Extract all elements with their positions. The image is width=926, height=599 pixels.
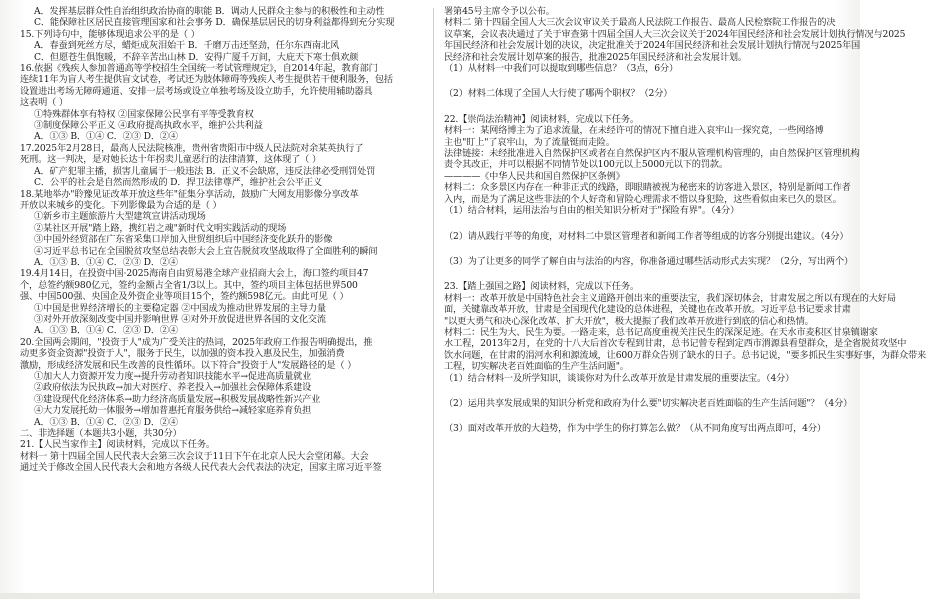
right-text-line: （1）结合材料，运用法治与自由的相关知识分析对于"探险有界"。（4分） xyxy=(444,205,740,217)
left-text-line: A．矿产犯罪主播，损害儿童属于一般违法 B．正义不会缺席，违反法律必受刑罚处罚 xyxy=(34,165,376,177)
right-text-line: （2）请从践行平等的角度，对材料二中景区管理者和新闻工作者等组成的访客分别提出建议。（4分） xyxy=(444,230,849,242)
answer-space xyxy=(444,217,852,231)
left-column xyxy=(20,6,425,596)
left-text-line: ①特殊群体享有特权 ②国家保障公民享有平等受教育权 xyxy=(34,108,254,120)
left-text-line: 材料一 第十四届全国人民代表大会第三次会议于11日下午在北京人民大会堂闭幕。大会 xyxy=(20,450,369,462)
left-text-line: 个，总签约额980亿元，签约金额占全省1/3以上。其中，签约项目主体包括世界500 xyxy=(20,279,358,291)
left-text-line: 强、中国500强、央国企及外资企业等项目15个，签约额598亿元。由此可见（ ） xyxy=(20,291,349,303)
left-text-line: ③建设现代化经济体系→助力经济高质量发展→积极发展战略性新兴产业 xyxy=(34,393,321,405)
left-text-line: 19.4月14日，在投资中国·2025海南自由贸易港全球产业招商大会上，海口签约项目47 xyxy=(20,268,369,280)
left-text-line: 开放以来城乡的变化。下列影像最为合适的是（ ） xyxy=(20,199,222,211)
left-text-line: ①新乡市主题旅游片大型建筑宣讲活动现场 xyxy=(34,211,206,223)
left-text-line: 16.依据《残疾人参加普通高等学校招生全国统一考试管理规定》，自2014年起，教育部门 xyxy=(20,63,378,75)
left-text-line: 连续11年为盲人考生提供盲文试卷，考试还为肢体障碍等残疾人考生提供若干便利服务，包括 xyxy=(20,74,393,86)
left-text-line: C．但愿苍生俱饱暖，不辞辛苦出山林 D．安得广厦千万间，大庇天下寒士俱欢颜 xyxy=(34,51,359,63)
left-text-line: A．①③ B．①④ C．②③ D．②④ xyxy=(34,131,178,143)
right-text-line: （3）为了让更多的同学了解自由与法治的内容，你准备通过哪些活动形式去实现？（2分，写出两个） xyxy=(444,255,854,267)
right-text-line: 面，关键靠改革开放，甘肃是全国现代化建设的总体进程，关键也在改革开放。习近平总书记要求甘肃 xyxy=(444,304,851,316)
left-text-line: C．能保障社区居民直接管理国家和社会事务 D．确保基层居民的切身利益都得到充分实现 xyxy=(34,17,395,29)
right-text-line: 23.【踏上强国之路】阅读材料，完成以下任务。 xyxy=(444,281,639,293)
right-text-line: 材料一：某网络博主为了追求流量，在未经许可的情况下擅自进入哀牢山一探究竟，一些网络博 xyxy=(444,125,824,137)
right-text-line: （1）结合材料一及所学知识，谈谈你对为什么改革开放是甘肃发展的重要法宝。（4分） xyxy=(444,372,795,384)
right-text-line: 材料二：众多景区内存在一种非正式的线路，即眼睛被视为秘密来的访客进入景区，特别是新闻工作者 xyxy=(444,182,851,194)
right-text-line: 材料一：改革开放是中国特色社会主义道路开创出来的重要法宝，我们深切体会，甘肃发展之所以有现在的大好局 xyxy=(444,292,896,304)
right-text-line: （3）面对改革开放的大趋势，作为中学生的你打算怎么做？（从不同角度写出两点即可，4分） xyxy=(444,423,826,435)
left-text-line: 动更多资金资源"投资于人"，服务于民生，以加强的资本投入惠及民生，加强消费 xyxy=(20,348,345,360)
left-text-line: ②政府依法为民执政→加大对医疗、养老投入→加强社会保障体系建设 xyxy=(34,382,312,394)
left-text-line: 通过关于修改全国人民代表大会和地方各级人民代表大会代表法的决定，国家主席习近平签 xyxy=(20,462,382,474)
left-text-line: 设置进出考场无障碍通道、安排一层考场或设立单独考场及设立助手，允许使用辅助器具 xyxy=(20,85,373,97)
answer-space xyxy=(444,409,852,423)
right-text-line: 材料二 第十四届全国人大三次会议审议关于最高人民法院工作报告、最高人民检察院工作报告的决 xyxy=(444,17,836,29)
left-text-line: 18.某地举办"聆豫见证改革开放这些年"征集分享活动，鼓励广大网友用影像分享改革 xyxy=(20,188,359,200)
right-text-line: 主也"盯上"了哀牢山，为了流量铤而走险。 xyxy=(444,136,615,148)
right-text-line: 水工程，2013年2月，在党的十八大后首次专程到甘肃，总书记曾专程到定西市渭源县看望群众，是全省脱贫攻坚中 xyxy=(444,338,907,350)
left-text-line: ③中国外经贸部在广东省采集口岸加入世贸组织后中国经济变化跃升的影像 xyxy=(34,234,333,246)
right-text-line: 饮水问题，在甘肃的涓河水利和源流域，让600万群众告别了缺水的日子。总书记说，"要多抓民生实事好事，为群众带来 xyxy=(444,349,926,361)
left-text-line: 21.【人民当家作主】阅读材料，完成以下任务。 xyxy=(20,439,215,451)
page-edge-shadow xyxy=(0,593,860,599)
left-text-line: C．公平的社会是自然而然形成的 D．捍卫法律尊严，维护社会公平正义 xyxy=(34,177,322,189)
right-text-line: 议草案，会议表决通过了关于审查第十四届全国人大三次会议关于2024年国民经济和社会发展计划执行情况与2025 xyxy=(444,28,906,40)
right-text-line: 工程，切实解决老百姓面临的生产生活问题"。 xyxy=(444,361,629,373)
right-text-line: 署第45号主席令予以公布。 xyxy=(444,6,555,17)
left-text-line: 死刑。这一判决，是对她长达十年拐卖儿童恶行的法律清算，这体现了（ ） xyxy=(20,154,322,166)
left-text-line: ③对外开放深刻改变中国并影响世界 ④对外开放促进世界各国的文化交流 xyxy=(34,313,326,325)
left-text-line: 15.下列诗句中，能够体现追求公平的是（ ） xyxy=(20,28,200,40)
right-text-line: （2）材料二体现了全国人大行使了哪两个职权？（2分） xyxy=(444,88,673,100)
left-text-line: ①中国是世界经济增长的主要稳定器 ②中国成为推动世界发展的主导力量 xyxy=(34,302,326,314)
left-text-line: ④大力发展托幼一体服务→增加普惠托育服务供给→减轻家庭养育负担 xyxy=(34,405,312,417)
answer-space xyxy=(444,242,852,256)
right-text-line: 入内，而是为了满足这些非法的个人好奇和冒险心理需求不惜以身犯险，这些看似由来已久的景区。 xyxy=(444,193,842,205)
right-text-line: 年国民经济和社会发展计划的决议，决定批准关于2024年国民经济和社会发展计划执行情况与2025年国 xyxy=(444,40,861,52)
right-text-line: （1）从材料一中我们可以提取到哪些信息？（3点，6分） xyxy=(444,63,678,75)
left-text-line: ②某社区开展"踏上路，携红岩之魂"新时代文明实践活动的现场 xyxy=(34,222,287,234)
left-text-line: A．①③ B．①④ C．②③ D．②④ xyxy=(34,256,178,268)
left-text-line: A．①③ B．①④ C．②③ D．②④ xyxy=(34,416,178,428)
answer-space xyxy=(444,267,852,281)
right-text-line: "以更大勇气和决心深化改革、扩大开放"，极大提振了我们改革开放进行到底的信心和热情。 xyxy=(444,315,814,327)
left-text-line: 这表明（ ） xyxy=(20,97,68,109)
left-text-line: A．春蚕到死丝方尽，蜡炬成灰泪始干 B．千磨万击还坚劲，任尔东西南北风 xyxy=(34,40,340,52)
right-text-line: （2）运用共享发展成果的知识分析党和政府为什么要"切实解决老百姓面临的生产生活问题"？（4分） xyxy=(444,397,853,409)
left-text-line: A．发挥基层群众性自治组织政治协商的职能 B．调动人民群众主参与的积极性和主动性 xyxy=(34,6,385,17)
right-text-line: 法律链接：未经批准进入自然保护区或者在自然保护区内不服从管理机构管理的，由自然保护区管理机构 xyxy=(444,148,860,160)
right-column xyxy=(444,6,926,596)
right-text-line: 22.【崇尚法治精神】阅读材料，完成以下任务。 xyxy=(444,113,639,125)
left-text-line: ①加大人力资源开发力度→提升劳动者知识技能水平→促进高质量就业 xyxy=(34,371,312,382)
right-text-line: 责令其改正，并可以根据不同情节处以100元以上5000元以下的罚款。 xyxy=(444,159,728,171)
left-text-line: 20.全国两会期间，"投资于人"成为广受关注的热词，2025年政府工作报告明确提出，推 xyxy=(20,336,373,348)
answer-space xyxy=(444,100,852,114)
left-text-line: 激励，形成经济发展和民生改善的良性循环。以下符合"投资于人"发展路径的是（ ） xyxy=(20,359,357,371)
right-text-line: ————《中华人民共和国自然保护区条例》 xyxy=(444,170,625,182)
left-text-line: ③制度保障公平正义 ④政府提高执政水平，维护公共利益 xyxy=(34,120,263,132)
answer-space xyxy=(444,384,852,398)
column-divider xyxy=(433,8,434,594)
left-text-line: 17.2025年2月28日，最高人民法院核准，贵州省贵阳市中级人民法院对余某英执行了 xyxy=(20,142,364,154)
right-text-line: 民经济和社会发展计划草案的报告，批准2025年国民经济和社会发展计划。 xyxy=(444,51,747,63)
left-text-line: 二、非选择题（本题共3小题，共30分） xyxy=(20,428,182,440)
left-text-line: ④习近平总书记在全国脱贫攻坚总结表彰大会上宣告脱贫攻坚战取得了全面胜利的瞬间 xyxy=(34,245,378,257)
left-text-line: A．①③ B．①④ C．②③ D．②④ xyxy=(34,325,178,337)
right-text-line: 材料二：民生为大、民生为要。一路走来，总书记高度重视关注民生的深深足迹。在天水市麦积区甘泉镇谢家 xyxy=(444,326,878,338)
answer-space xyxy=(444,74,852,88)
